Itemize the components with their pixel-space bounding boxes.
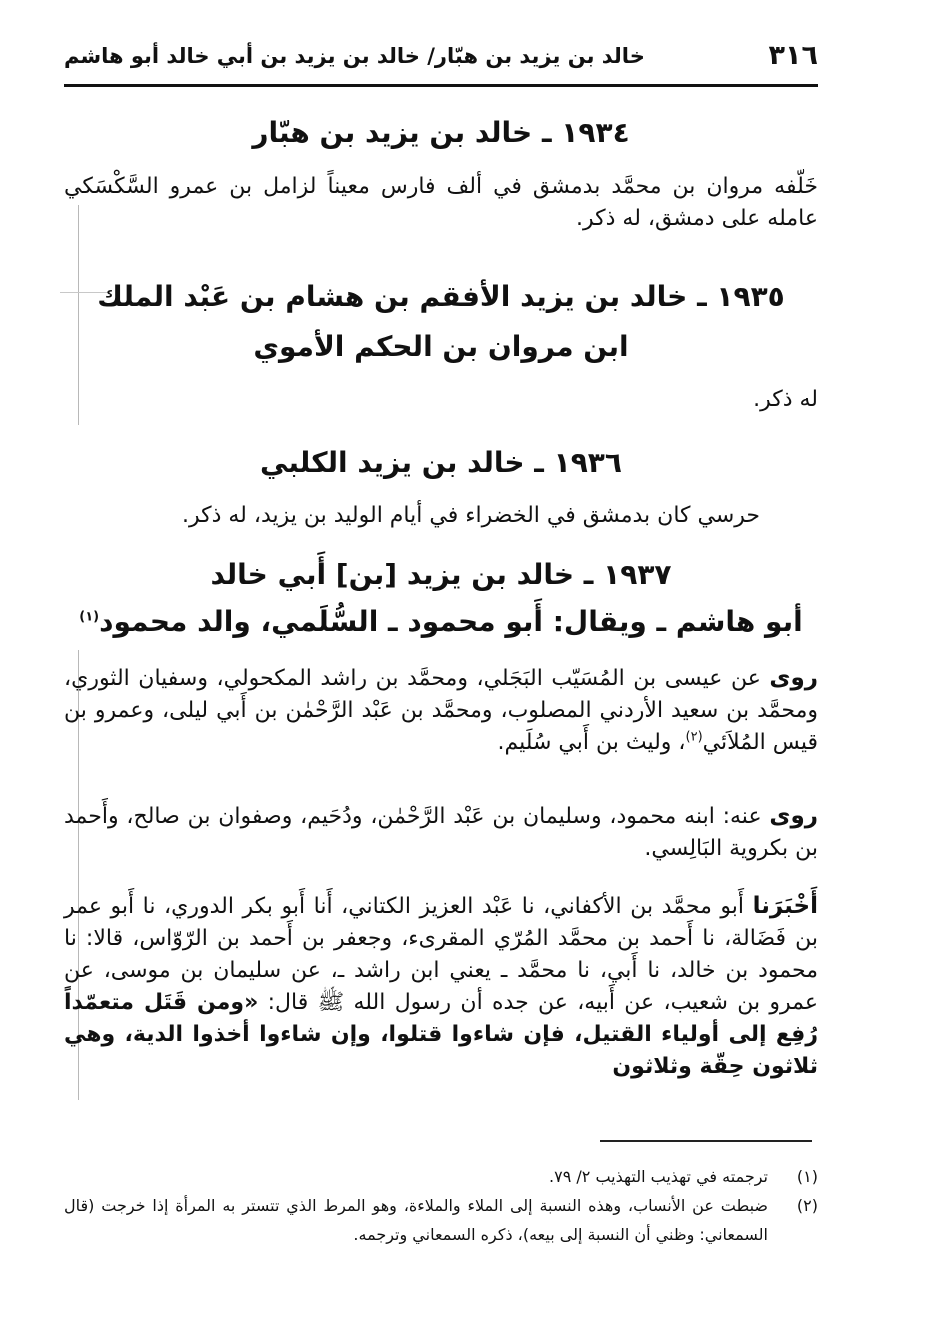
footnote-ref-2: (٢) (685, 729, 703, 745)
paragraph-lead-rawa: روى (769, 803, 818, 829)
entry-title-1937-line2 (64, 601, 818, 643)
footnote-separator (600, 1140, 812, 1142)
footnote-number: (١) (796, 1167, 818, 1186)
entry-body-1936-text: حرسي كان بدمشق في الخضراء في أيام الوليد بن يزيد، له ذكر. (181, 503, 760, 528)
paragraph-lead-akhbarana: أَخْبَرَنا (752, 893, 818, 919)
paragraph-lead-rawa: روى (769, 665, 818, 691)
entry-title-1936: ١٩٣٦ ـ خالد بن يزيد الكلبي (260, 446, 622, 479)
footnote-ref-1: (١) (79, 609, 100, 625)
entry-body-1934: خَلّفه مروان بن محمَّد بدمشق في ألف فارس معيناً لزامل بن عمرو السَّكْسَكي عامله على دمشق، له ذكر. (64, 174, 818, 231)
hadith-quote: «ومن قَتَل متعمّداً رُفِع إلى أولياء القتيل، فإن شاءوا قتلوا، وإن شاءوا أخذوا الدية، وهي ثلاثون حِقّة وثلاثون (64, 990, 818, 1079)
entry-title-1937-line2-text: أبو هاشم ـ ويقال: أَبو محمود ـ السُّلَمي، والد محمود (99, 605, 803, 638)
paragraph-hadith (64, 890, 818, 1083)
footnote-number: (٢) (796, 1196, 818, 1215)
paragraph-text: ، وليث بن أَبي سُلَيم. (497, 730, 686, 755)
paragraph-text: أَبو محمَّد بن الأكفاني، نا عَبْد العزيز الكتاني، أَنا أَبو بكر الدوري، نا أَبو عمر بن فَضَالة، نا أَحمد بن محمَّد المُرّي المقرىء، وجعفر بن أَحمد بن الرّوّاس، قالا: نا محمود بن خالد، نا أَبي، نا محمَّد ـ يعني ابن راشد ـ، عن سليمان بن موسى، عن عمرو بن شعيب، عن أَبيه، عن جده أن رسول الله ﷺ قال: (64, 894, 818, 1015)
entry-title-1935-line2: ابن مروان بن الحكم الأموي (253, 330, 629, 363)
page-header (64, 40, 818, 87)
footnote-text: ضبطت عن الأنساب، وهذه النسبة إلى الملاء والملاءة، وهو المرط الذي تتستر به المرأة إذا خرجت (قال السمعاني: وظني أن النسبة إلى بيعه)، ذكره السمعاني وترجمه. (64, 1196, 768, 1244)
entry-body-1935: له ذكر. (753, 387, 818, 412)
paragraph-narrated-from (64, 662, 818, 759)
footnote-text: ترجمته في تهذيب التهذيب ٢/ ٧٩. (549, 1167, 768, 1186)
footnote-2 (64, 1191, 818, 1249)
footnote-1 (64, 1162, 818, 1191)
paragraph-text: عن عيسى بن المُسَيّب البَجَلي، ومحمَّد بن راشد المكحولي، وسفيان الثوري، ومحمَّد بن سعيد الأردني المصلوب، ومحمَّد بن عَبْد الرَّحْمٰن بن أَبي ليلى، وعمرو بن قيس المُلاَئي (64, 666, 818, 755)
page-number: ٣١٦ (768, 40, 818, 71)
entry-title-1935-line1: ١٩٣٥ ـ خالد بن يزيد الأفقم بن هشام بن عَبْد الملك (97, 280, 785, 313)
entry-title-1937-line1: ١٩٣٧ ـ خالد بن يزيد [بن] أَبي خالد (210, 558, 672, 591)
footnotes (64, 1162, 818, 1249)
paragraph-text: عنه: ابنه محمود، وسليمان بن عَبْد الرَّحْمٰن، ودُحَيم، وصفوان بن صالح، وأَحمد بن بكروية البَالِسي. (64, 804, 818, 861)
paragraph-narrated-by (64, 800, 818, 865)
running-head: خالد بن يزيد بن هبّار/ خالد بن يزيد بن أبي خالد أبو هاشم (64, 44, 645, 68)
entry-body-1936 (64, 500, 818, 532)
entry-title-1934: ١٩٣٤ ـ خالد بن يزيد بن هبّار (252, 116, 630, 149)
